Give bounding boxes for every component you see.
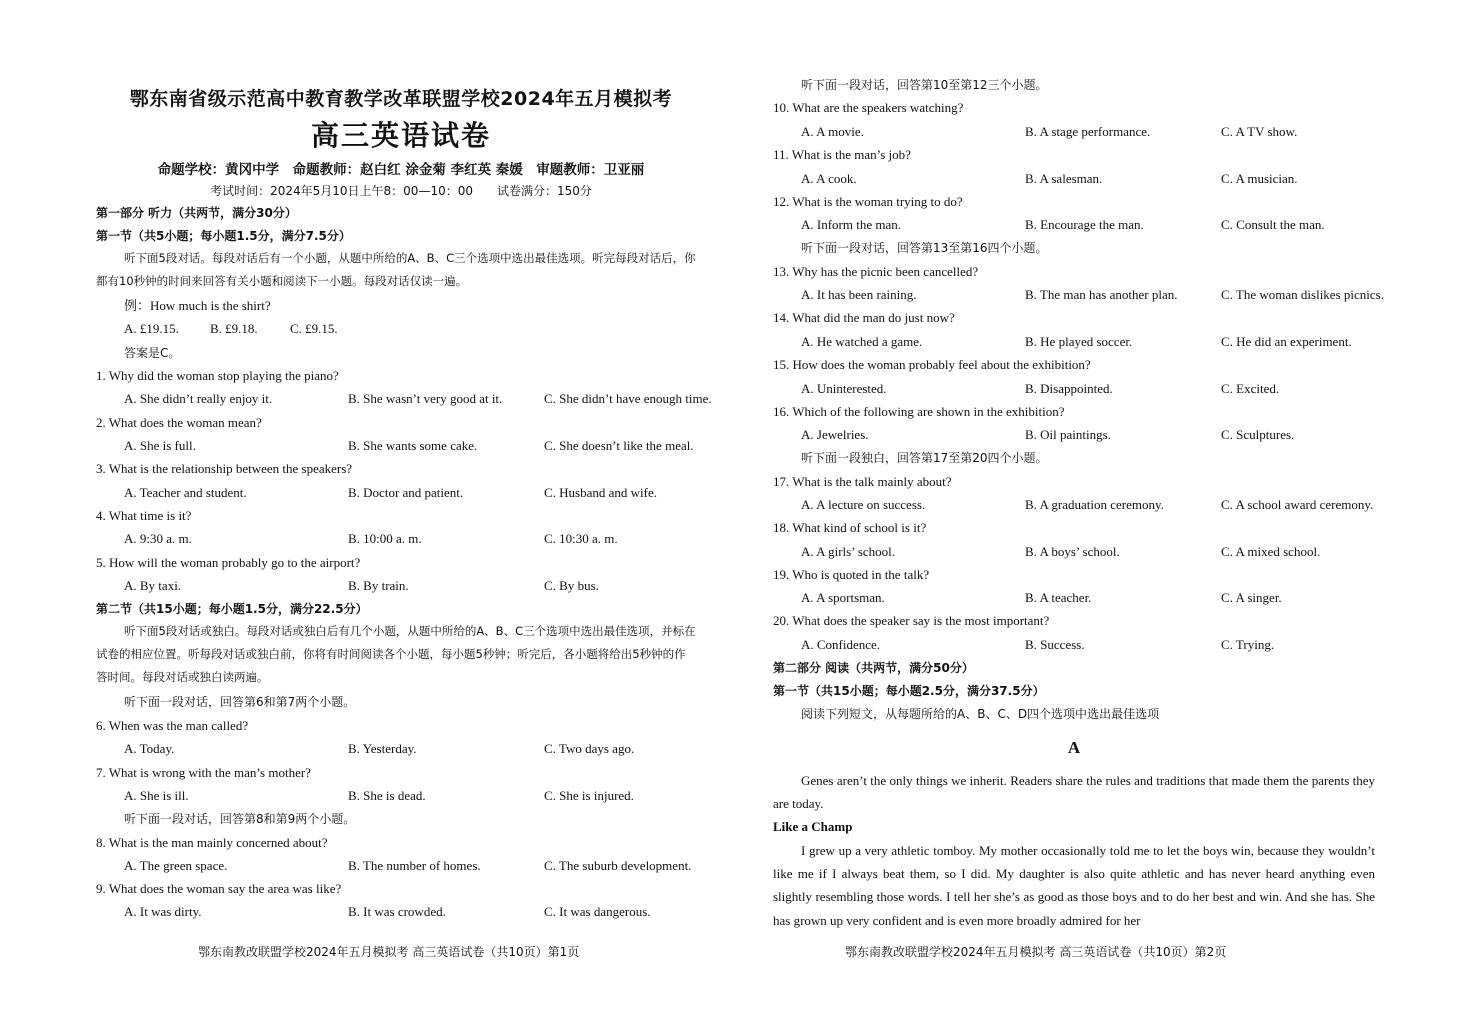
- question: 13. Why has the picnic been cancelled?: [773, 264, 979, 279]
- dialogue-prompt: 听下面一段对话，回答第13至第16四个小题。: [801, 241, 1048, 255]
- part2-section1-heading: 第一节（共15小题；每小题2.5分，满分37.5分）: [773, 684, 1045, 698]
- option-a: A. It was dirty.: [124, 904, 202, 919]
- option-c: C. A school award ceremony.: [1221, 497, 1374, 512]
- option-a: A. Confidence.: [801, 637, 881, 652]
- option-b: B. Oil paintings.: [1025, 427, 1111, 442]
- options-row: [801, 334, 1352, 350]
- option-b: B. A boys’ school.: [1025, 544, 1120, 559]
- option-c: C. She is injured.: [544, 788, 634, 803]
- authors-line: 命题学校：黄冈中学 命题教师：赵白红 涂金菊 李红英 秦媛 审题教师：卫亚丽: [157, 162, 645, 178]
- part1-section1-heading: 第一节（共5小题；每小题1.5分，满分7.5分）: [96, 229, 351, 243]
- reading-instructions: 阅读下列短文，从每题所给的A、B、C、D四个选项中选出最佳选项: [801, 707, 1160, 721]
- option-c: C. Sculptures.: [1221, 427, 1295, 442]
- example-question: 例：How much is the shirt?: [124, 298, 271, 313]
- option-b: B. A stage performance.: [1025, 124, 1151, 139]
- example-option-b: B. £9.18.: [210, 321, 258, 336]
- option-a: A. Teacher and student.: [124, 485, 247, 500]
- options-row: [124, 788, 634, 804]
- exam-title: 鄂东南省级示范高中教育教学改革联盟学校2024年五月模拟考: [129, 88, 673, 110]
- part1-section2-heading: 第二节（共15小题；每小题1.5分，满分22.5分）: [96, 602, 368, 616]
- option-a: A. A girls’ school.: [801, 544, 896, 559]
- question: 3. What is the relationship between the speakers?: [96, 461, 353, 476]
- option-c: C. She didn’t have enough time.: [544, 391, 712, 406]
- question: 6. When was the man called?: [96, 718, 249, 733]
- option-b: B. A salesman.: [1025, 171, 1103, 186]
- option-c: C. The suburb development.: [544, 858, 692, 873]
- question: 12. What is the woman trying to do?: [773, 194, 963, 209]
- options-row: [801, 381, 1280, 397]
- option-a: A. Inform the man.: [801, 217, 902, 232]
- options-row: [801, 497, 1374, 513]
- question: 19. Who is quoted in the talk?: [773, 567, 930, 582]
- option-b: B. She wants some cake.: [348, 438, 478, 453]
- option-b: B. Encourage the man.: [1025, 217, 1144, 232]
- option-c: C. Two days ago.: [544, 741, 635, 756]
- monologue-prompt: 听下面一段独白，回答第17至第20四个小题。: [801, 451, 1048, 465]
- options-row: [124, 438, 694, 454]
- option-c: C. A singer.: [1221, 590, 1282, 605]
- question: 4. What time is it?: [96, 508, 192, 523]
- options-row: [801, 637, 1275, 653]
- option-b: B. Success.: [1025, 637, 1085, 652]
- option-a: A. Today.: [124, 741, 175, 756]
- option-a: A. 9:30 a. m.: [124, 531, 192, 546]
- option-c: C. He did an experiment.: [1221, 334, 1352, 349]
- question: 17. What is the talk mainly about?: [773, 474, 952, 489]
- footer-right: 鄂东南教改联盟学校2024年五月模拟考 高三英语试卷（共10页）第2页: [845, 945, 1227, 959]
- option-b: B. He played soccer.: [1025, 334, 1133, 349]
- part1-section2-instructions: 听下面5段对话或独白。每段对话或独白后有几个小题，从题中所给的A、B、C三个选项中选出最佳选项，并标在试卷的相应位置。听每段对话或独白前，你将有时间阅读各个小题，每小题5秒钟；听完后，各小题将给出5秒钟的作答时间。每段对话或独白读两遍。: [96, 624, 696, 685]
- option-c: C. By bus.: [544, 578, 599, 593]
- option-a: A. The green space.: [124, 858, 228, 873]
- exam-info: 考试时间：2024年5月10日上午8：00—10：00 试卷满分：150分: [210, 184, 592, 198]
- part1-section1-instructions: 听下面5段对话。每段对话后有一个小题，从题中所给的A、B、C三个选项中选出最佳选项。听完每段对话后，你都有10秒钟的时间来回答有关小题和阅读下一小题。每段对话仅读一遍。: [96, 251, 696, 289]
- example-answer: 答案是C。: [124, 346, 181, 360]
- option-c: C. It was dangerous.: [544, 904, 651, 919]
- part1-heading: 第一部分 听力（共两节，满分30分）: [96, 206, 297, 220]
- option-a: A. She didn’t really enjoy it.: [124, 391, 273, 406]
- question: 20. What does the speaker say is the most important?: [773, 613, 1050, 628]
- option-a: A. Uninterested.: [801, 381, 887, 396]
- question: 11. What is the man’s job?: [773, 147, 911, 162]
- option-c: C. Trying.: [1221, 637, 1275, 652]
- part2-heading: 第二部分 阅读（共两节，满分50分）: [773, 661, 974, 675]
- options-row: [124, 858, 692, 874]
- subject-title: 高三英语试卷: [310, 119, 491, 152]
- option-a: A. A cook.: [801, 171, 857, 186]
- option-b: B. Disappointed.: [1025, 381, 1113, 396]
- option-a: A. A lecture on success.: [801, 497, 926, 512]
- option-a: A. It has been raining.: [801, 287, 917, 302]
- question: 2. What does the woman mean?: [96, 415, 262, 430]
- option-a: A. A movie.: [801, 124, 864, 139]
- options-row: [801, 590, 1282, 606]
- options-row: [124, 531, 618, 547]
- option-b: B. The man has another plan.: [1025, 287, 1178, 302]
- option-b: B. A teacher.: [1025, 590, 1092, 605]
- question: 5. How will the woman probably go to the airport?: [96, 555, 361, 570]
- dialogue-prompt: 听下面一段对话，回答第6和第7两个小题。: [124, 695, 356, 709]
- options-row: [801, 217, 1325, 233]
- example-options: [124, 321, 338, 337]
- question: 7. What is wrong with the man’s mother?: [96, 765, 311, 780]
- options-row: [124, 904, 651, 920]
- option-c: C. Consult the man.: [1221, 217, 1325, 232]
- dialogue-prompt: 听下面一段对话，回答第10至第12三个小题。: [801, 78, 1048, 92]
- option-b: B. By train.: [348, 578, 409, 593]
- option-b: B. She wasn’t very good at it.: [348, 391, 503, 406]
- option-a: A. He watched a game.: [801, 334, 923, 349]
- dialogue-prompt: 听下面一段对话，回答第8和第9两个小题。: [124, 812, 356, 826]
- options-row: [801, 544, 1321, 560]
- options-row: [801, 427, 1295, 443]
- footer-left: 鄂东南教改联盟学校2024年五月模拟考 高三英语试卷（共10页）第1页: [198, 945, 580, 959]
- question: 15. How does the woman probably feel about the exhibition?: [773, 357, 1091, 372]
- question: 16. Which of the following are shown in the exhibition?: [773, 404, 1065, 419]
- option-a: A. A sportsman.: [801, 590, 885, 605]
- passage-intro: Genes aren’t the only things we inherit. Readers share the rules and traditions that made them the parents they are today.: [773, 773, 1375, 812]
- option-c: C. A mixed school.: [1221, 544, 1321, 559]
- options-row: [124, 391, 712, 407]
- options-row: [801, 171, 1298, 187]
- option-c: C. A TV show.: [1221, 124, 1298, 139]
- question: 1. Why did the woman stop playing the piano?: [96, 368, 339, 383]
- example-option-a: A. £19.15.: [124, 321, 179, 336]
- options-row: [801, 124, 1298, 140]
- question: 8. What is the man mainly concerned about?: [96, 835, 328, 850]
- question: 10. What are the speakers watching?: [773, 100, 964, 115]
- option-c: C. Husband and wife.: [544, 485, 658, 500]
- question: 14. What did the man do just now?: [773, 310, 955, 325]
- passage-body: I grew up a very athletic tomboy. My mother occasionally told me to let the boys win, because they wouldn’t like me if I always beat them, so I did. My daughter is also quite athletic and has never heard anything even slightly resembling those words. I tell her she’s as good as those boys and to do her best and win. And she has. She has grown up very confident and is even more broadly admired for her: [773, 843, 1375, 928]
- passage-letter: A: [1067, 738, 1081, 757]
- example-option-c: C. £9.15.: [290, 321, 338, 336]
- option-b: B. She is dead.: [348, 788, 426, 803]
- question: 9. What does the woman say the area was like?: [96, 881, 342, 896]
- option-b: B. The number of homes.: [348, 858, 481, 873]
- options-row: [124, 741, 635, 757]
- question: 18. What kind of school is it?: [773, 520, 927, 535]
- options-row: [124, 578, 599, 594]
- option-a: A. Jewelries.: [801, 427, 869, 442]
- option-b: B. Doctor and patient.: [348, 485, 464, 500]
- option-b: B. 10:00 a. m.: [348, 531, 422, 546]
- option-c: C. She doesn’t like the meal.: [544, 438, 694, 453]
- options-row: [801, 287, 1384, 303]
- option-b: B. Yesterday.: [348, 741, 417, 756]
- option-b: B. It was crowded.: [348, 904, 446, 919]
- passage-subtitle: Like a Champ: [773, 819, 853, 834]
- option-c: C. A musician.: [1221, 171, 1298, 186]
- option-c: C. Excited.: [1221, 381, 1280, 396]
- option-c: C. 10:30 a. m.: [544, 531, 618, 546]
- option-a: A. By taxi.: [124, 578, 182, 593]
- option-c: C. The woman dislikes picnics.: [1221, 287, 1384, 302]
- option-a: A. She is full.: [124, 438, 196, 453]
- option-a: A. She is ill.: [124, 788, 189, 803]
- option-b: B. A graduation ceremony.: [1025, 497, 1164, 512]
- options-row: [124, 485, 658, 501]
